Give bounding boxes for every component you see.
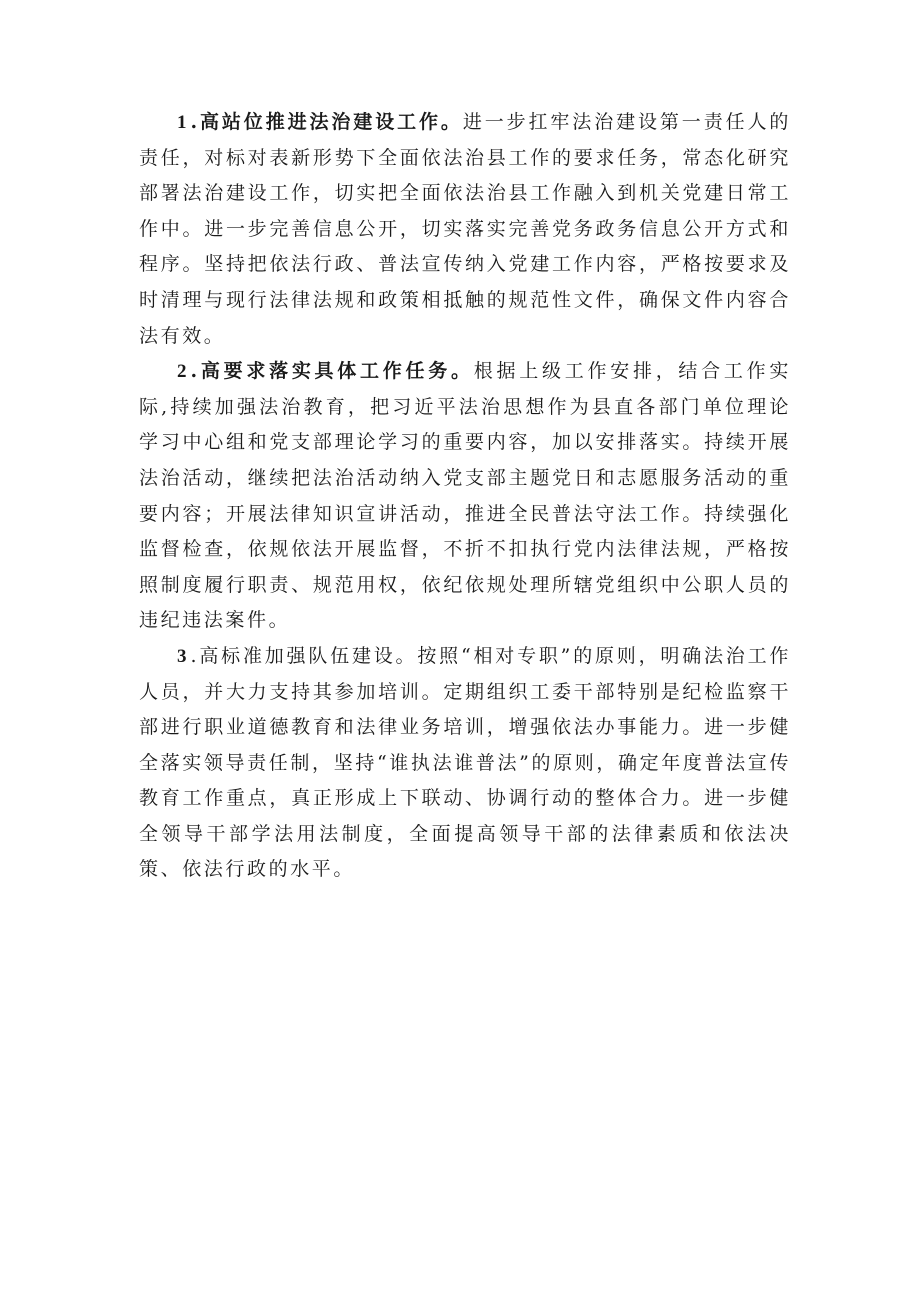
paragraph-number: 2 bbox=[177, 361, 187, 383]
paragraph-1 bbox=[139, 105, 791, 354]
paragraph-heading: .高标准加强队伍建设。 bbox=[190, 644, 418, 667]
paragraph-2 bbox=[139, 354, 791, 639]
paragraph-number: 3 bbox=[177, 645, 187, 667]
paragraph-body: 根据上级工作安排，结合工作实际,持续加强法治教育，把习近平法治思想作为县直各部门单位理论学习中心组和党支部理论学习的重要内容，加以安排落实。持续开展法治活动，继续把法治活动纳入党支部主题党日和志愿服务活动的重要内容；开展法律知识宣讲活动，推进全民普法守法工作。持续强化监督检查，依规依法开展监督，不折不扣执行党内法律法规，严格按照制度履行职责、规范用权，依纪依规处理所辖党组织中公职人员的违纪违法案件。 bbox=[139, 360, 792, 632]
paragraph-number: 1 bbox=[177, 112, 187, 133]
paragraph-body: 进一步扛牢法治建设第一责任人的责任，对标对表新形势下全面依法治县工作的要求任务，常态化研究部署法治建设工作，切实把全面依法治县工作融入到机关党建日常工作中。进一步完善信息公开，切实落实完善党务政务信息公开方式和程序。坚持把依法行政、普法宣传纳入党建工作内容，严格按要求及时清理与现行法律法规和政策相抵触的规范性文件，确保文件内容合法有效。 bbox=[139, 111, 791, 347]
document-page bbox=[139, 105, 791, 888]
paragraph-3 bbox=[139, 639, 791, 888]
paragraph-heading: .高站位推进法治建设工作。 bbox=[190, 111, 463, 133]
paragraph-heading: .高要求落实具体工作任务。 bbox=[190, 360, 474, 383]
paragraph-body: 按照“相对专职”的原则，明确法治工作人员，并大力支持其参加培训。定期组织工委干部特别是纪检监察干部进行职业道德教育和法律业务培训，增强依法办事能力。进一步健全落实领导责任制，坚持“谁执法谁普法”的原则，确定年度普法宣传教育工作重点，真正形成上下联动、协调行动的整体合力。进一步健全领导干部学法用法制度，全面提高领导干部的法律素质和依法决策、依法行政的水平。 bbox=[139, 644, 792, 881]
